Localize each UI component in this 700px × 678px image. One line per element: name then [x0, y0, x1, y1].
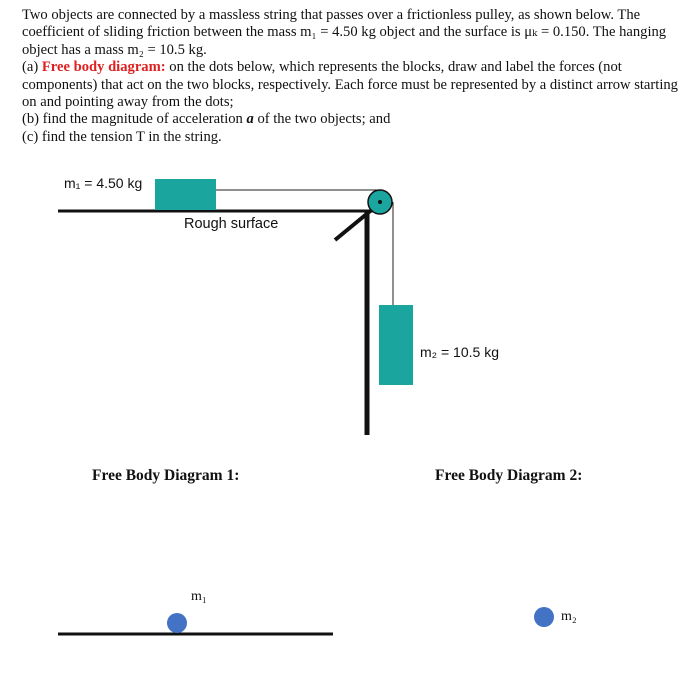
- part-b-variable: a: [246, 111, 254, 128]
- fbd1-dot: [167, 613, 187, 633]
- fbd1-title: Free Body Diagram 1:: [92, 467, 240, 484]
- pulley-axle: [378, 200, 382, 204]
- surface-label: Rough surface: [184, 216, 279, 232]
- problem-intro: Two objects are connected by a massless string that passes over a frictionless pulley, as shown below. The coefficient of sliding friction between the mass m₁ = 4.50 kg object and the surface is μₖ = 0.150. The hanging object has a mass m₂ = 10.5 kg.: [22, 7, 667, 58]
- part-b-text: of the two objects; and: [253, 111, 391, 128]
- fbd1-mass-label: m₁: [191, 589, 207, 604]
- m1-label: m₁ = 4.50 kg: [64, 175, 143, 191]
- fbd2-mass-label: m₂: [561, 609, 577, 624]
- part-c: (c) find the tension T in the string.: [22, 128, 222, 145]
- fbd2-dot: [534, 607, 554, 627]
- part-a-highlight: Free body diagram:: [41, 59, 166, 76]
- block-m2: [379, 305, 413, 385]
- part-b-prefix: (b) find the magnitude of acceleration: [22, 111, 247, 128]
- m2-label: m₂ = 10.5 kg: [420, 344, 499, 360]
- part-a-prefix: (a): [22, 59, 42, 76]
- block-m1: [155, 179, 216, 210]
- fbd2-title: Free Body Diagram 2:: [435, 467, 583, 484]
- part-a-text: on the dots below, which represents the blocks, draw and label the forces (not components) that act on the two blocks, respectively. Each force must be represented by a distinct arrow starting on and pointing away from the dots;: [22, 59, 678, 111]
